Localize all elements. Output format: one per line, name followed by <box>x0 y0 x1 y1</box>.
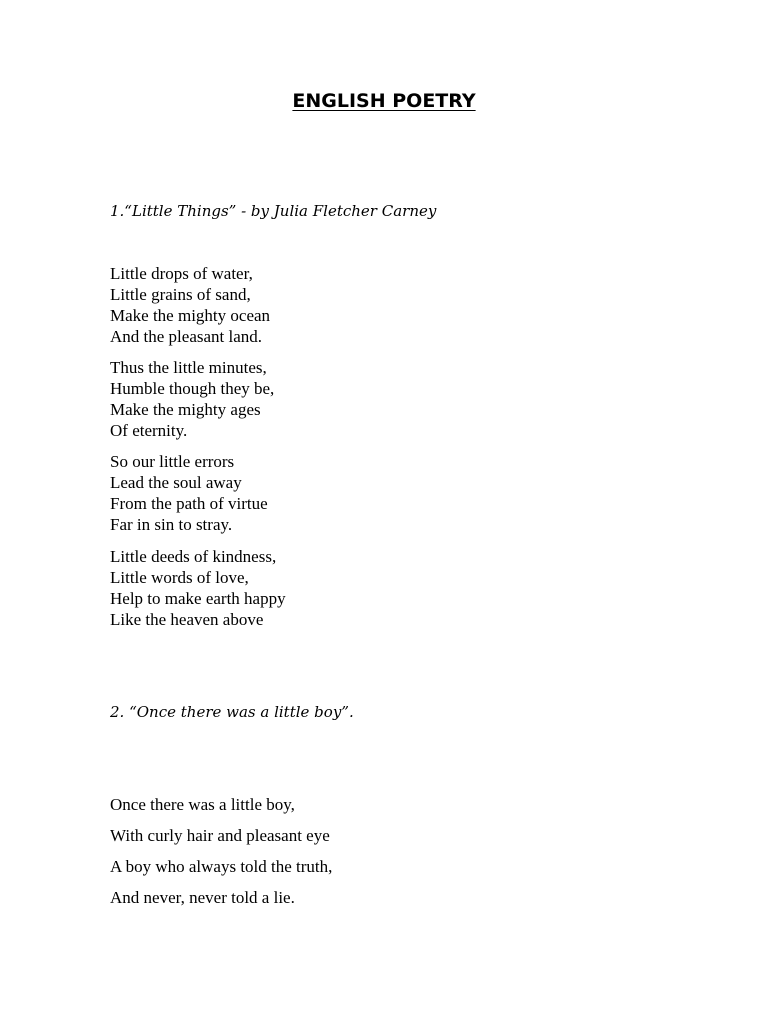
poem-line: So our little errors <box>110 452 235 471</box>
poem-line: Far in sin to stray. <box>110 515 233 534</box>
poem-line: Thus the little minutes, <box>110 358 267 377</box>
poem-line: Make the mighty ages <box>110 400 261 419</box>
poem-line: Make the mighty ocean <box>110 306 271 325</box>
poem-1-stanza-3 <box>110 451 268 535</box>
poem-line: And the pleasant land. <box>110 327 263 346</box>
poem-1-stanza-2 <box>110 357 274 441</box>
poem-2-heading: 2. “Once there was a little boy”. <box>110 703 354 721</box>
poem-line: Little words of love, <box>110 568 249 587</box>
poem-1-heading: 1.“Little Things” - by Julia Fletcher Carney <box>110 202 437 220</box>
poem-line: Lead the soul away <box>110 473 242 492</box>
poem-2-line-4: And never, never told a lie. <box>110 888 295 907</box>
poem-1-stanza-1 <box>110 263 270 347</box>
poem-line: Like the heaven above <box>110 610 264 629</box>
poem-line: Help to make earth happy <box>110 589 286 608</box>
poem-2-line-3: A boy who always told the truth, <box>110 857 333 876</box>
poem-1-stanza-4 <box>110 546 286 630</box>
poem-line: Little drops of water, <box>110 264 253 283</box>
poem-2-line-1: Once there was a little boy, <box>110 795 295 814</box>
poem-line: Little grains of sand, <box>110 285 251 304</box>
poem-line: Of eternity. <box>110 421 188 440</box>
poem-line: Little deeds of kindness, <box>110 547 277 566</box>
page-title: ENGLISH POETRY <box>292 90 476 112</box>
poem-2-line-2: With curly hair and pleasant eye <box>110 826 330 845</box>
poem-line: Humble though they be, <box>110 379 275 398</box>
poem-line: From the path of virtue <box>110 494 268 513</box>
